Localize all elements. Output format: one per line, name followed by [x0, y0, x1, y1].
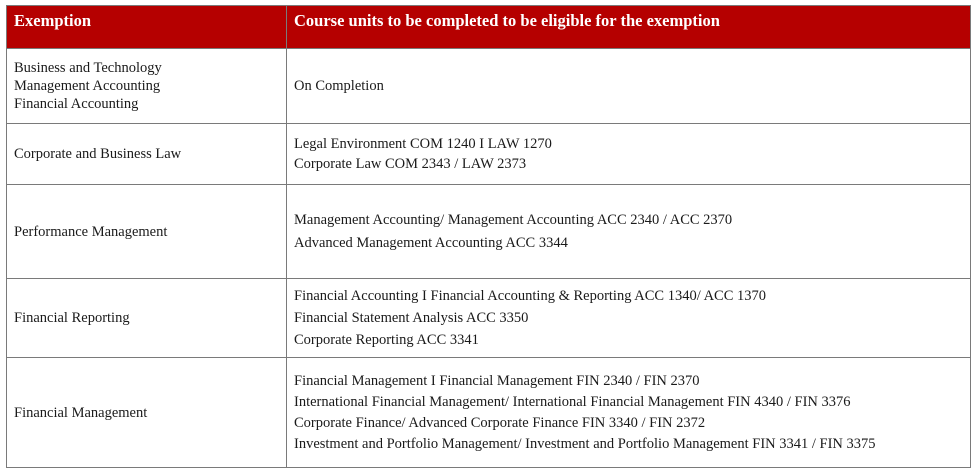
course-text: Management Accounting/ Management Accounting ACC 2340 / ACC 2370 [294, 212, 733, 228]
exemption-text: Management Accounting [14, 78, 161, 94]
exemption-text: Corporate and Business Law [14, 146, 182, 162]
table-header-row [7, 6, 971, 49]
table-row [7, 358, 971, 468]
exemption-text: Financial Management [14, 404, 148, 421]
table-row [7, 185, 971, 279]
course-text: Corporate Law COM 2343 / LAW 2373 [294, 156, 527, 172]
course-text: Financial Statement Analysis ACC 3350 [294, 310, 529, 326]
exemption-column-header: Exemption [7, 6, 287, 49]
exemption-text: Performance Management [14, 223, 168, 240]
course-units-cell [287, 185, 971, 279]
table-row [7, 279, 971, 358]
table-row [7, 124, 971, 185]
course-units-column-header: Course units to be completed to be eligible for the exemption [287, 6, 971, 49]
exemption-cell [7, 49, 287, 124]
course-units-cell [287, 49, 971, 124]
course-text: Legal Environment COM 1240 I LAW 1270 [294, 136, 552, 152]
course-text: Corporate Reporting ACC 3341 [294, 332, 479, 348]
exemption-cell [7, 185, 287, 279]
course-units-cell [287, 124, 971, 185]
exemption-cell [7, 279, 287, 358]
course-text: Financial Accounting I Financial Accounting & Reporting ACC 1340/ ACC 1370 [294, 288, 767, 304]
exemption-cell [7, 358, 287, 468]
course-text: On Completion [294, 78, 384, 94]
exemption-text: Financial Accounting [14, 96, 139, 112]
course-units-cell [287, 358, 971, 468]
course-text: International Financial Management/ International Financial Management FIN 4340 / FIN 3376 [294, 394, 851, 410]
exemption-table [6, 5, 971, 468]
course-text: Advanced Management Accounting ACC 3344 [294, 235, 568, 251]
exemption-text: Financial Reporting [14, 310, 130, 326]
course-text: Corporate Finance/ Advanced Corporate Finance FIN 3340 / FIN 2372 [294, 415, 706, 431]
course-units-cell [287, 279, 971, 358]
course-text: Investment and Portfolio Management/ Investment and Portfolio Management FIN 3341 / FIN 3375 [294, 436, 876, 452]
table-row [7, 49, 971, 124]
course-text: Financial Management I Financial Management FIN 2340 / FIN 2370 [294, 373, 700, 389]
exemption-text: Business and Technology [14, 60, 162, 76]
exemption-cell [7, 124, 287, 185]
